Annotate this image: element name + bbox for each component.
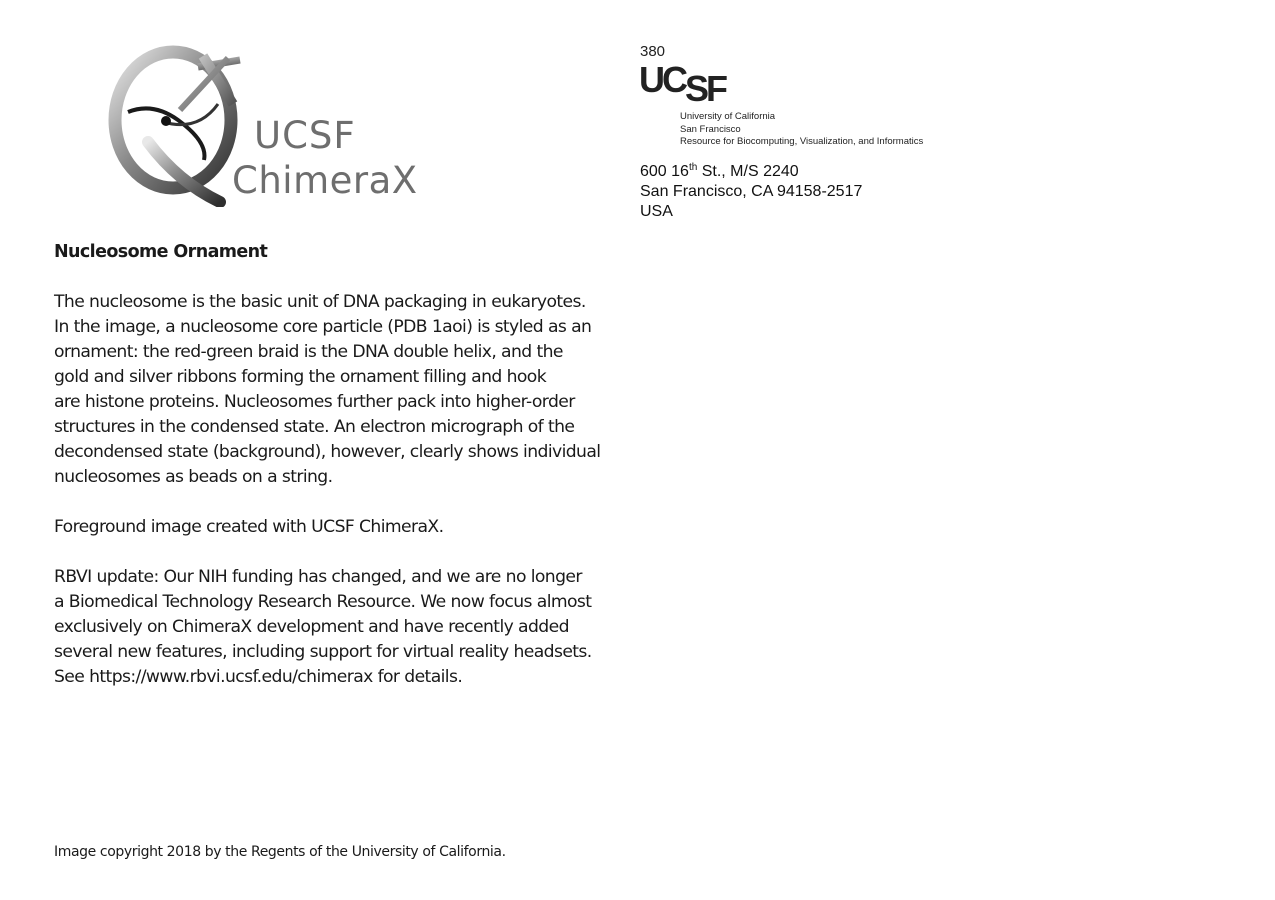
ucsf-wordmark bbox=[639, 59, 726, 109]
text-line: RBVI update: Our NIH funding has changed, and we are no longer bbox=[54, 567, 582, 587]
ucsf-wordmark-sf: SF bbox=[685, 68, 726, 109]
mailing-address bbox=[640, 162, 862, 222]
text-line: several new features, including support for virtual reality headsets. bbox=[54, 642, 592, 662]
logo-ucsf-text: UCSF bbox=[254, 114, 356, 157]
text-line: structures in the condensed state. An electron micrograph of the bbox=[54, 417, 575, 437]
page-title: Nucleosome Ornament bbox=[54, 242, 268, 262]
text-line: The nucleosome is the basic unit of DNA packaging in eukaryotes. bbox=[54, 292, 586, 312]
ucsf-wordmark-uc: UC bbox=[639, 59, 685, 100]
address-line-2: San Francisco, CA 94158-2517 bbox=[640, 183, 863, 200]
logo-chimerax-text: ChimeraX bbox=[232, 159, 418, 202]
copyright-notice: Image copyright 2018 by the Regents of the University of California. bbox=[54, 844, 506, 860]
ucsf-info bbox=[680, 111, 923, 149]
text-line: exclusively on ChimeraX development and have recently added bbox=[54, 617, 569, 637]
address-line-1 bbox=[640, 162, 862, 182]
ucsf-info-line: Resource for Biocomputing, Visualization, and Informatics bbox=[680, 136, 924, 147]
description-paragraph bbox=[54, 290, 654, 490]
chimerax-logo bbox=[108, 42, 438, 207]
address-street-number: 600 16 bbox=[640, 163, 689, 180]
text-line: Foreground image created with UCSF ChimeraX. bbox=[54, 517, 444, 537]
text-line: are histone proteins. Nucleosomes further pack into higher-order bbox=[54, 392, 575, 412]
ucsf-info-line: University of California bbox=[680, 111, 776, 122]
text-line: In the image, a nucleosome core particle (PDB 1aoi) is styled as an bbox=[54, 317, 592, 337]
address-line-3: USA bbox=[640, 203, 673, 220]
update-paragraph bbox=[54, 565, 654, 690]
address-ordinal: th bbox=[688, 162, 698, 173]
card-content bbox=[54, 240, 654, 715]
address-street: St., M/S 2240 bbox=[697, 163, 799, 180]
ucsf-info-line: San Francisco bbox=[680, 123, 741, 135]
text-line: decondensed state (background), however, clearly shows individual bbox=[54, 442, 601, 462]
text-line: nucleosomes as beads on a string. bbox=[54, 467, 333, 487]
text-line: See https://www.rbvi.ucsf.edu/chimerax for details. bbox=[54, 667, 463, 687]
text-line: a Biomedical Technology Research Resource. We now focus almost bbox=[54, 592, 592, 612]
credit-paragraph bbox=[54, 515, 654, 540]
mail-number: 380 bbox=[640, 43, 666, 60]
text-line: ornament: the red-green braid is the DNA double helix, and the bbox=[54, 342, 563, 362]
text-line: gold and silver ribbons forming the ornament filling and hook bbox=[54, 367, 547, 387]
